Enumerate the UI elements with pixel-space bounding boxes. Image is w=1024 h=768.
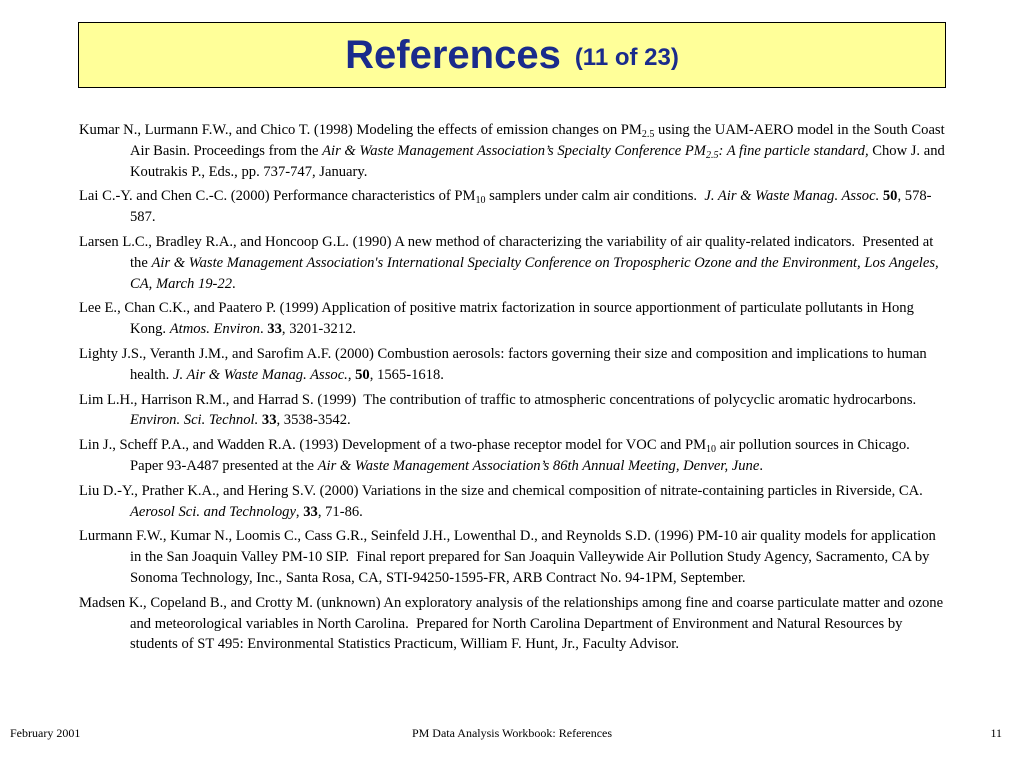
reference-text: , 1565-1618. [369, 366, 444, 383]
reference-text: samplers under calm air conditions. [485, 188, 705, 205]
reference-text: 33 [267, 321, 282, 338]
reference-list [79, 120, 949, 659]
reference-text: . [260, 321, 268, 338]
reference-text: Chow J. and Koutrakis P., Eds., pp. 737-747, January. [130, 142, 949, 180]
reference-text: , [347, 366, 356, 383]
reference-text: 50 [355, 366, 370, 383]
reference-text: 33 [261, 412, 277, 429]
reference-text: Lin J., Scheff P.A., and Wadden R.A. (1993) Development of a two-phase receptor model for VOC and PM [79, 437, 707, 454]
reference-entry [79, 435, 949, 477]
reference-text: Air & Waste Management Association’s 86th Annual Meeting, Denver, June [317, 457, 760, 474]
reference-text: Lurmann F.W., Kumar N., Loomis C., Cass G.R., Seinfeld J.H., Lowenthal D., and Reynolds S.D. (1996) PM-10 air quality models for application in the San Joaquin Valley PM-10 SIP. Final report prepared for San Joaquin Valleywide Air Pollution Study Agency, Sacramento, CA by Sonoma Technology, Inc., Santa Rosa, CA, STI-94250-1595-FR, ARB Contract No. 94-1PM, September. [79, 528, 940, 586]
reference-entry [79, 390, 949, 432]
reference-text: , 71-86. [317, 503, 363, 520]
reference-text: J. Air & Waste Manag. Assoc. [172, 366, 348, 383]
reference-text: Aerosol Sci. and Technology [130, 503, 296, 520]
reference-text: , 3538-3542. [276, 412, 351, 429]
reference-text: . [759, 457, 763, 474]
reference-text: 10 [706, 444, 717, 456]
reference-text: 50 [882, 188, 898, 205]
reference-entry [79, 481, 949, 523]
reference-text: Environ. Sci. Technol. [130, 412, 259, 429]
reference-entry [79, 232, 949, 294]
reference-text: , 3201-3212. [281, 321, 357, 338]
reference-text: Larsen L.C., Bradley R.A., and Honcoop G.L. (1990) A new method of characterizing the variability of air quality-related indicators. Presented at the [79, 233, 937, 271]
reference-text: Madsen K., Copeland B., and Crotty M. (unknown) An exploratory analysis of the relationships among fine and coarse particulate matter and ozone and meteorological variables in North Carolina. Prepared for North Carolina Department of Environment and Natural Resources by students of ST 495: Environmental Statistics Practicum, William F. Hunt, Jr., Faculty Advisor. [79, 594, 947, 653]
reference-text: , [295, 503, 304, 520]
reference-text: Lighty J.S., Veranth J.M., and Sarofim A.F. (2000) Combustion aerosols: factors governing their size and composition and implications to human health. [79, 345, 931, 383]
reference-text: Lee E., Chan C.K., and Paatero P. (1999) Application of positive matrix factorization in source apportionment of particulate pollutants in Hong Kong. [79, 300, 918, 338]
reference-text: air pollution sources in Chicago. Paper 93-A487 presented at the [130, 437, 918, 474]
footer-title: PM Data Analysis Workbook: References [411, 726, 613, 740]
reference-text: Lim L.H., Harrison R.M., and Harrad S. (1999) The contribution of traffic to atmospheric concentrations of polycyclic aromatic hydrocarbons. [79, 391, 924, 408]
reference-text: 2.5 [641, 129, 655, 140]
reference-text: Atmos. Environ [169, 321, 260, 338]
page-title: References [345, 32, 561, 77]
reference-entry [79, 526, 949, 588]
page-counter: (11 of 23) [574, 44, 679, 71]
reference-text: Lai C.-Y. and Chen C.-C. (2000) Performance characteristics of PM [79, 188, 476, 205]
reference-text: Air & Waste Management Association’s Specialty Conference PM [322, 142, 706, 159]
reference-entry [79, 120, 949, 182]
reference-entry [79, 593, 949, 655]
reference-entry [79, 344, 949, 386]
reference-text: Kumar N., Lurmann F.W., and Chico T. (1998) Modeling the effects of emission changes on PM [79, 122, 642, 138]
reference-text: 10 [475, 195, 486, 207]
reference-text: . [232, 275, 236, 292]
title-banner [78, 22, 946, 88]
footer-date: February 2001 [10, 726, 81, 740]
reference-entry [79, 186, 949, 228]
reference-text: 33 [303, 503, 318, 520]
reference-text: : A fine particle standard, [718, 142, 869, 159]
reference-text: Liu D.-Y., Prather K.A., and Hering S.V. (2000) Variations in the size and chemical composition of nitrate-containing particles in Riverside, CA. [79, 482, 931, 499]
reference-text: 2.5 [705, 149, 719, 161]
reference-text: Air & Waste Management Association's International Specialty Conference on Tropospheric Ozone and the Environment, Los Angeles, CA, March 19-22 [130, 254, 943, 292]
reference-entry [79, 298, 949, 340]
reference-text: J. Air & Waste Manag. Assoc. [704, 188, 880, 205]
reference-text: , 578-587. [130, 188, 932, 226]
footer-page-number: 11 [990, 726, 1002, 740]
reference-text: using the UAM-AERO model in the South Coast Air Basin. Proceedings from the [130, 122, 948, 159]
